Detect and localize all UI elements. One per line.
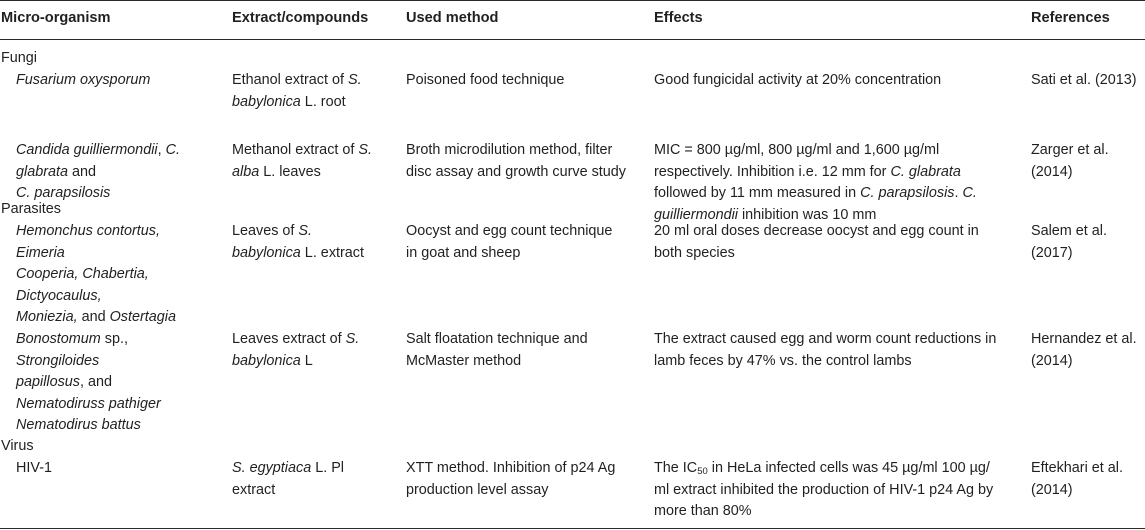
cell-text: and — [77, 309, 110, 326]
cell-refs-line — [1031, 329, 1137, 351]
cell-organism-line — [16, 286, 102, 308]
cell-text: C. glabrata — [890, 163, 961, 180]
header-effects: Effects — [654, 10, 703, 26]
cell-text: C. parapsilosis — [860, 185, 955, 202]
cell-text: Bonostomum — [16, 331, 101, 347]
cell-effects-line — [654, 162, 961, 184]
cell-text: Fusarium oxysporum — [16, 72, 151, 88]
cell-method-line — [406, 458, 615, 480]
cell-text: Oocyst and egg count technique — [406, 223, 613, 239]
header-extract-compounds: Extract/compounds — [232, 10, 369, 26]
cell-text: C. parapsilosis — [16, 185, 111, 202]
cell-effects-line — [654, 140, 939, 162]
cell-text: HIV-1 — [16, 460, 52, 476]
cell-text: (2014) — [1031, 481, 1073, 498]
header-micro-organism: Micro-organism — [1, 10, 111, 26]
cell-extract-line — [232, 140, 372, 162]
cell-text: S. egyptiaca — [232, 460, 312, 476]
cell-method-line — [406, 351, 521, 373]
cell-text: S. — [345, 331, 360, 347]
cell-effects-line — [654, 351, 912, 373]
cell-text: extract — [232, 481, 276, 498]
cell-text: Ostertagia — [109, 309, 176, 326]
cell-text: ml extract inhibited the production of HIV-1 p24 Ag by — [654, 481, 994, 498]
cell-text: disc assay and growth curve study — [406, 163, 626, 180]
cell-organism-line — [16, 394, 161, 416]
cell-text: Sati et al. (2013) — [1031, 72, 1137, 88]
cell-organism-line — [16, 140, 180, 162]
cell-method-line — [406, 480, 548, 502]
cell-text: S. — [358, 142, 372, 158]
cell-text: in HeLa infected cells was 45 µg/ml 100 µg/ — [707, 460, 990, 476]
cell-text: , — [157, 142, 166, 158]
cell-text: (2014) — [1031, 352, 1073, 369]
cell-extract-line — [232, 92, 346, 114]
cell-extract-line — [232, 162, 321, 184]
cell-effects-line — [654, 221, 979, 243]
cell-text: (2014) — [1031, 163, 1073, 180]
table-top-rule — [0, 0, 1145, 1]
cell-text: lamb feces by 47% vs. the control lambs — [654, 352, 912, 369]
cell-organism-line — [16, 415, 141, 437]
cell-text: 20 ml oral doses decrease oocyst and egg count in — [654, 223, 979, 239]
cell-refs-line — [1031, 243, 1073, 265]
cell-extract-line — [232, 480, 275, 502]
cell-text: The extract caused egg and worm count reductions in — [654, 331, 997, 347]
cell-text: Cooperia, Chabertia, — [16, 266, 149, 283]
cell-text: followed by 11 mm measured in — [654, 185, 861, 202]
cell-text: MIC = 800 µg/ml, 800 µg/ml and 1,600 µg/ml — [654, 142, 940, 158]
cell-text: Candida guilliermondii — [16, 142, 158, 158]
cell-effects-line — [654, 243, 735, 265]
cell-text: The IC — [654, 460, 698, 476]
cell-effects-line — [654, 458, 990, 480]
cell-refs-line — [1031, 162, 1073, 184]
cell-organism-line — [16, 372, 112, 394]
cell-text: papillosus — [16, 374, 80, 391]
cell-text: more than 80% — [654, 503, 752, 520]
cell-effects-line — [654, 480, 993, 502]
cell-text: S. — [298, 223, 313, 239]
cell-text: production level assay — [406, 481, 549, 498]
cell-organism-line — [16, 458, 52, 480]
cell-extract-line — [232, 221, 312, 243]
cell-extract-line — [232, 70, 362, 92]
cell-method-line — [406, 329, 588, 351]
cell-text: Methanol extract of — [232, 142, 359, 158]
cell-text: Dictyocaulus, — [16, 287, 102, 304]
cell-effects-line — [654, 70, 941, 92]
cell-text: S. — [348, 72, 362, 88]
cell-text: inhibition was 10 mm — [737, 206, 877, 223]
cell-text: Salt floatation technique and — [406, 331, 588, 347]
cell-organism-line — [16, 70, 150, 92]
cell-refs-line — [1031, 480, 1073, 502]
cell-text: Broth microdilution method, filter — [406, 142, 613, 158]
cell-effects-line — [654, 183, 977, 205]
cell-text: alba — [232, 163, 260, 180]
cell-text: XTT method. Inhibition of p24 Ag — [406, 460, 616, 476]
cell-text: sp., — [100, 331, 128, 347]
cell-text: Nematodirus battus — [16, 417, 141, 434]
cell-text: Strongiloides — [16, 352, 100, 369]
cell-text: Hemonchus contortus, — [16, 223, 160, 239]
cell-organism-line — [16, 243, 65, 265]
cell-text: (2017) — [1031, 244, 1073, 261]
cell-extract-line — [232, 458, 344, 480]
cell-text: L. leaves — [259, 163, 321, 180]
cell-text: respectively. Inhibition i.e. 12 mm for — [654, 163, 891, 180]
cell-text: Eftekhari et al. — [1031, 460, 1123, 476]
group-label-parasites: Parasites — [1, 201, 61, 217]
cell-organism-line — [16, 307, 176, 329]
cell-text: Eimeria — [16, 244, 65, 261]
cell-text: glabrata — [16, 163, 69, 180]
cell-effects-line — [654, 329, 996, 351]
cell-text: McMaster method — [406, 352, 522, 369]
cell-organism-line — [16, 351, 99, 373]
cell-method-line — [406, 70, 564, 92]
cell-text: in goat and sheep — [406, 244, 521, 261]
cell-effects-line — [654, 501, 752, 523]
cell-text: Leaves of — [232, 223, 299, 239]
cell-refs-line — [1031, 458, 1123, 480]
cell-text: Zarger et al. — [1031, 142, 1109, 158]
cell-text: . — [954, 185, 963, 202]
header-rule — [0, 39, 1145, 40]
cell-extract-line — [232, 243, 364, 265]
cell-text: both species — [654, 244, 735, 261]
cell-text: C. — [165, 142, 180, 158]
cell-organism-line — [16, 221, 160, 243]
subscript-text: 50 — [697, 466, 708, 477]
cell-text: and — [68, 163, 97, 180]
cell-text: L. root — [300, 93, 346, 110]
cell-extract-line — [232, 329, 359, 351]
cell-method-line — [406, 140, 612, 162]
cell-text: Nematodiruss pathiger — [16, 395, 161, 412]
cell-text: L. Pl — [311, 460, 344, 476]
cell-text: babylonica — [232, 93, 301, 110]
group-label-fungi: Fungi — [1, 50, 37, 66]
cell-organism-line — [16, 329, 128, 351]
cell-text: Poisoned food technique — [406, 72, 565, 88]
group-label-virus: Virus — [1, 438, 34, 454]
cell-text: L. extract — [300, 244, 364, 261]
cell-refs-line — [1031, 70, 1137, 92]
cell-text: Moniezia, — [16, 309, 78, 326]
cell-refs-line — [1031, 221, 1107, 243]
cell-text: babylonica — [232, 244, 301, 261]
cell-text: Hernandez et al. — [1031, 331, 1137, 347]
cell-text: Good fungicidal activity at 20% concentration — [654, 72, 942, 88]
cell-method-line — [406, 162, 626, 184]
cell-method-line — [406, 221, 612, 243]
table-bottom-rule — [0, 528, 1145, 529]
cell-organism-line — [16, 183, 110, 205]
cell-text: Ethanol extract of — [232, 72, 348, 88]
cell-method-line — [406, 243, 520, 265]
cell-organism-line — [16, 264, 149, 286]
cell-refs-line — [1031, 351, 1073, 373]
cell-text: , and — [80, 374, 113, 391]
header-used-method: Used method — [406, 10, 499, 26]
cell-text: guilliermondii — [654, 206, 738, 223]
cell-refs-line — [1031, 140, 1109, 162]
cell-organism-line — [16, 162, 96, 184]
cell-extract-line — [232, 351, 313, 373]
cell-text: C. — [962, 185, 977, 202]
cell-text: Salem et al. — [1031, 223, 1107, 239]
header-references: References — [1031, 10, 1110, 26]
cell-text: L — [300, 352, 313, 369]
cell-text: Leaves extract of — [232, 331, 346, 347]
cell-text: babylonica — [232, 352, 301, 369]
